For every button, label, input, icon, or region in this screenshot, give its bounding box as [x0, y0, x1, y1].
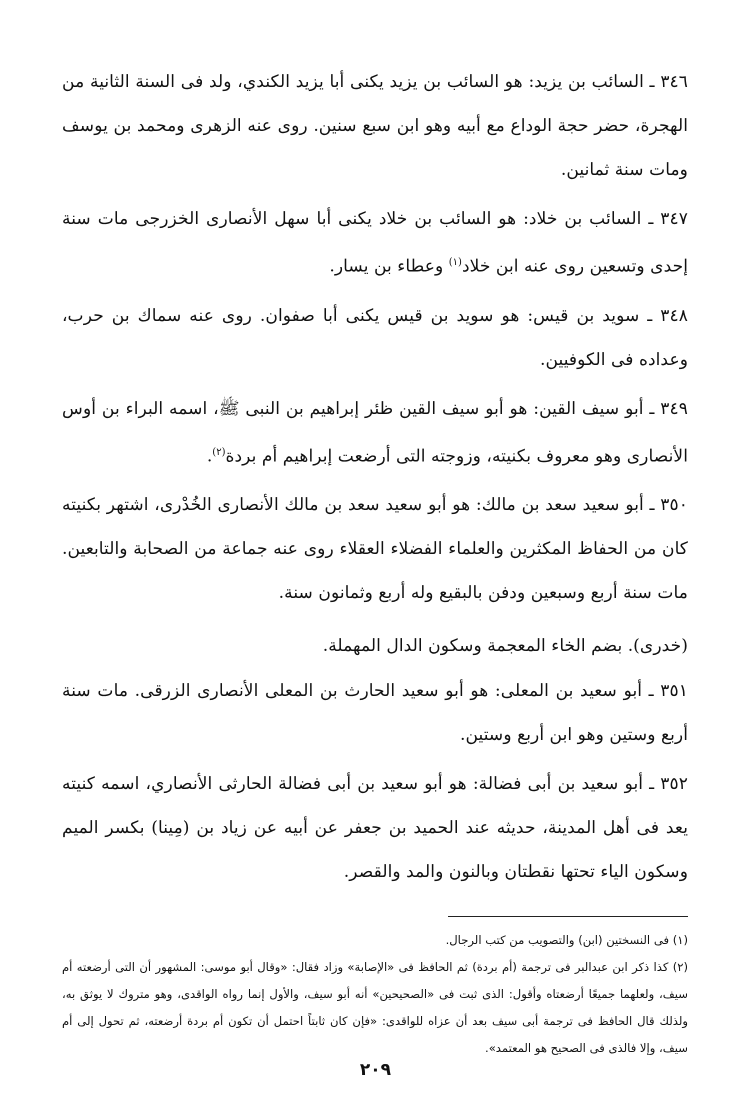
footnote-1: (١) فى النسختين (ابن) والتصويب من كتب الرجال. [445, 933, 688, 948]
entry-text-cont: وعطاء بن يسار. [329, 256, 449, 277]
entry-348 [62, 294, 688, 382]
entry-number: ٣٥١ [660, 681, 688, 702]
footnote-ref-2: (٢) [212, 446, 226, 458]
footnote-ref-1: (١) [448, 257, 462, 268]
entry-346 [62, 60, 688, 192]
entry-number: ٣٥٢ [660, 774, 688, 795]
page-number: ٢٠٩ [359, 1060, 392, 1080]
entry-number: ٣٤٩ [660, 398, 688, 419]
entry-text: ـ أبو سعيد سعد بن مالك: هو أبو سعيد سعد بن مالك الأنصارى الخُدْرى، اشتهر بكنيته كان من الحفاظ المكثرين والعلماء الفضلاء العقلاء روى عنه جماعة من الصحابة والتابعين. مات سنة أربع وسبعين ودفن بالبقيع وله أربع وثمانون سنة. [62, 495, 688, 604]
entry-347 [62, 197, 688, 289]
entry-text: ـ سويد بن قيس: هو سويد بن قيس يكنى أبا صفوان. روى عنه سماك بن حرب، وعداده فى الكوفيين. [62, 305, 688, 370]
entry-350 [62, 483, 688, 615]
entry-text: ـ أبو سيف القين: هو أبو سيف القين ظئر إبراهيم بن النبى ﷺ، اسمه البراء بن أوس الأنصارى وهو معروف بكنيته، وزوجته التى أرضعت إبراهيم أم بردة [62, 398, 688, 467]
entry-number: ٣٥٠ [660, 495, 688, 516]
entry-text: ـ أبو سعيد بن أبى فضالة: هو أبو سعيد بن أبى فضالة الحارثى الأنصاري، اسمه كنيته يعد فى أهل المدينة، حديثه عند الحميد بن جعفر عن أبيه عن زياد بن (مِينا) بكسر الميم وسكون الياء تحتها نقطتان وبالنون والمد والقصر. [62, 774, 688, 883]
entry-352 [62, 762, 688, 894]
footnotes [62, 927, 688, 1062]
entry-number: ٣٤٧ [660, 209, 688, 229]
entry-349 [62, 387, 688, 479]
entry-text: ـ السائب بن خلاد: هو السائب بن خلاد يكنى أبا سهل الأنصارى الخزرجى مات سنة إحدى وتسعين روى عنه ابن خلاد [62, 209, 688, 277]
entry-text: ـ السائب بن يزيد: هو السائب بن يزيد يكنى أبا يزيد الكندي، ولد فى السنة الثانية من الهجرة، حضر حجة الوداع مع أبيه وهو ابن سبع سنين. روى عنه الزهرى ومحمد بن يوسف ومات سنة ثمانين. [62, 72, 688, 180]
khudri-note: (خدرى). بضم الخاء المعجمة وسكون الدال المهملة. [322, 636, 688, 657]
entry-351 [62, 669, 688, 757]
footnote-separator [448, 916, 688, 917]
entry-text: ـ أبو سعيد بن المعلى: هو أبو سعيد الحارث بن المعلى الأنصارى الزرقى. مات سنة أربع وستين وهو ابن أربع وستين. [62, 681, 688, 746]
page-body [62, 60, 688, 1062]
entry-text-cont: . [206, 446, 213, 467]
entry-number: ٣٤٦ [660, 72, 689, 92]
entry-number: ٣٤٨ [660, 305, 688, 326]
footnote-2: (٢) كذا ذكر ابن عبدالبر فى ترجمة (أم بردة) ثم الحافظ فى «الإصابة» وزاد فقال: «وقال أبو موسى: المشهور أن التى أرضعته أم سيف، ولعلهما جميعًا أرضعتاه وأقول: الذى ثبت فى «الصحيحين» أنه أبو سيف، والأول إنما رواه الواقدى، وهو متروك لا يوثق به، ولذلك قال الحافظ فى ترجمة أبى سيف بعد أن عزاه للواقدى: «فإن كان ثابتاً احتمل أن تكون أم بردة أرضعته، ثم تحول إلى أم سيف، وإلا فالذى فى الصحيح هو المعتمد». [62, 960, 688, 1056]
